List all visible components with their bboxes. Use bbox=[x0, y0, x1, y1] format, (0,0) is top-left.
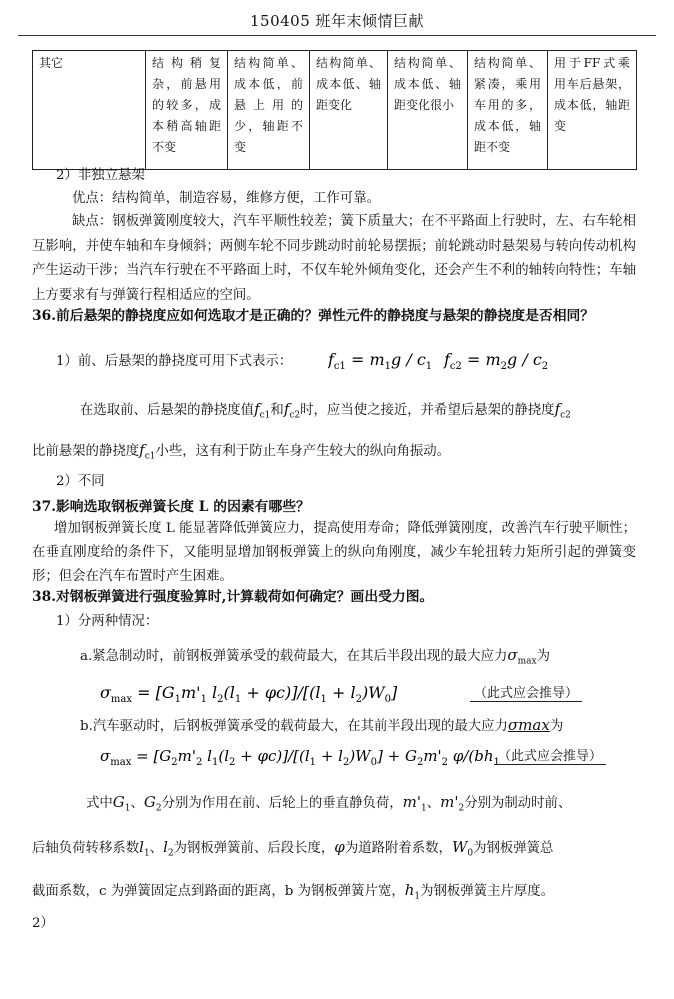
derivation-note-a: （此式应会推导） bbox=[470, 682, 582, 702]
section-heading: 2）非独立悬架 bbox=[56, 168, 145, 183]
q38-intro: 1）分两种情况： bbox=[56, 614, 159, 629]
q36-answer-2: 2）不同 bbox=[56, 474, 105, 489]
q36-paragraph-line2: 比前悬架的静挠度$f_{c1}$小些，这有利于防止车身产生较大的纵向角振动。 bbox=[32, 441, 451, 462]
q38-answer-2: 2） bbox=[32, 916, 54, 931]
question-36-title: 36.前后悬架的静挠度应如何选取才是正确的？弹性元件的静挠度与悬架的静挠度是否相同？ bbox=[32, 308, 595, 324]
formula-static-deflection bbox=[328, 343, 618, 375]
formula-case-a bbox=[100, 678, 400, 712]
q38-case-b bbox=[80, 713, 563, 739]
sigma-max-symbol: σmax bbox=[507, 716, 550, 734]
explanation-line-2: 后轴负荷转移系数$l_1$、$l_2$为钢板弹簧前、后段长度，φ为道路附着系数，$W_0$为钢板弹簧总 bbox=[32, 838, 554, 859]
table-cell: 结构简单、成本低、轴距变化 bbox=[310, 51, 388, 170]
table-row-label: 其它 bbox=[33, 51, 146, 170]
cons-text: 缺点：钢板弹簧刚度较大，汽车平顺性较差；簧下质量大；在不平路面上行驶时，左、右车轮相互影响，并使车轴和车身倾斜；两侧车轮不同步跳动时前轮易摆振；前轮跳动时悬架易与转向传动机构产生运动干涉；当汽车行驶在不平路面上时，不仅车轮外倾角变化，还会产生不利的轴转向特性；车轴上方要求有与弹簧行程相适应的空间。 bbox=[32, 214, 636, 303]
text-span: 为钢板弹簧前、后段长度， bbox=[173, 841, 335, 856]
derivation-note-b: （此式应会推导） bbox=[494, 745, 606, 765]
comparison-table bbox=[32, 50, 637, 170]
page-header: 150405 班年末倾情巨献 bbox=[249, 12, 425, 30]
formula-case-b bbox=[100, 741, 500, 775]
q36-paragraph-line1: 在选取前、后悬架的静挠度值$f_{c1}$和$f_{c2}$时，应当使之接近，并希望后悬架的静挠度$f_{c2}$ bbox=[80, 400, 571, 421]
text-span: 式中 bbox=[86, 796, 113, 811]
text-span: 分别为作用在前、后轮上的垂直静负荷， bbox=[161, 796, 403, 811]
table-cell: 结构稍复杂，前悬用的较多，成本稍高轴距不变 bbox=[146, 51, 228, 170]
text-span: 为 bbox=[549, 719, 564, 734]
svg-text:fc2 = m2g / c2: $f_{c2} = m_2g / c_2$ bbox=[444, 350, 549, 372]
q36-formula-1 bbox=[328, 343, 618, 379]
text-span: 为道路附着系数， bbox=[344, 841, 452, 856]
header-rule bbox=[18, 35, 656, 36]
q37-body: 增加钢板弹簧长度 L 能显著降低弹簧应力，提高使用寿命；降低弹簧刚度，改善汽车行驶平顺性；在垂直刚度给的条件下，又能明显增加钢板弹簧上的纵向角刚度，减少车轮扭转力矩所引起的弹簧变形；但会在汽车布置时产生困难。 bbox=[32, 521, 636, 584]
formula-sigma-max-braking bbox=[100, 678, 400, 708]
explanation-line-1: 式中$G_1$、$G_2$分别为作用在前、后轮上的垂直静负荷，$m'_1$、$m'_2$分别为制动时前、 bbox=[86, 793, 572, 814]
svg-text:σmax = [G2m'2 l1(l2 + φc)]/[(l: $\sigma_{max} = [G_2m'_2$ $l_1(l_2 + \varphi c)]/[(l_1 + l_2)W_0] + G_2m'_2$ $\varphi/(bh_1$ bbox=[100, 747, 500, 768]
text-span: 比前悬架的静挠度 bbox=[32, 444, 140, 459]
text-span: 在选取前、后悬架的静挠度值 bbox=[80, 403, 255, 418]
text-span: 和 bbox=[270, 403, 284, 418]
q38-case-a: a.紧急制动时，前钢板弹簧承受的载荷最大，在其后半段出现的最大应力$\sigma_{max}$为 bbox=[80, 646, 550, 667]
text-span: 时，应当使之接近，并希望后悬架的静挠度 bbox=[300, 403, 555, 418]
table-cell: 结构简单、成本低、轴距变化很小 bbox=[388, 51, 468, 170]
text-span: b.汽车驱动时，后钢板弹簧承受的载荷最大，在其前半段出现的最大应力 bbox=[80, 719, 508, 734]
text-span: 为 bbox=[536, 649, 550, 664]
table-cell: 结构简单、成本低，前悬上用的少，轴距不变 bbox=[228, 51, 310, 170]
text-span: 为钢板弹簧主片厚度。 bbox=[420, 884, 555, 899]
q36-answer-1-label: 1）前、后悬架的静挠度可用下式表示： bbox=[56, 354, 293, 369]
svg-text:fc1 = m1g / c1: $f_{c1} = m_1g / c_1$ bbox=[328, 350, 433, 372]
table-cell: 用于FF式乘用车后悬架，成本低，轴距变 bbox=[548, 51, 637, 170]
formula-sigma-max-driving bbox=[100, 741, 500, 771]
question-38-title: 38.对钢板弹簧进行强度验算时,计算载荷如何确定？画出受力图。 bbox=[32, 589, 434, 605]
text-span: 小些，这有利于防止车身产生较大的纵向角振动。 bbox=[155, 444, 451, 459]
text-span: 截面系数，c 为弹簧固定点到路面的距离，b 为钢板弹簧片宽， bbox=[32, 884, 405, 899]
question-37-title: 37.影响选取钢板弹簧长度 L 的因素有哪些？ bbox=[32, 499, 310, 515]
text-span: a.紧急制动时，前钢板弹簧承受的载荷最大，在其后半段出现的最大应力 bbox=[80, 649, 508, 664]
text-span: 后轴负荷转移系数 bbox=[32, 841, 140, 856]
text-span: 为钢板弹簧总 bbox=[473, 841, 554, 856]
explanation-line-3: 截面系数，c 为弹簧固定点到路面的距离，b 为钢板弹簧片宽，$h_1$为钢板弹簧主片厚度。 bbox=[32, 881, 555, 902]
text-span: 分别为制动时前、 bbox=[464, 796, 572, 811]
svg-text:σmax = [G1m'1 l2(l1 + φc)]/[(l: $\sigma_{max} = [G_1m'_1$ $l_2(l_1 + \varphi c)]/[(l_1 + l_2)W_0]$ bbox=[100, 683, 398, 705]
table-row bbox=[33, 51, 637, 170]
table-cell: 结构简单、紧凑，乘用车用的多，成本低，轴距不变 bbox=[468, 51, 548, 170]
pros-text: 优点：结构简单，制造容易，维修方便，工作可靠。 bbox=[72, 191, 380, 206]
